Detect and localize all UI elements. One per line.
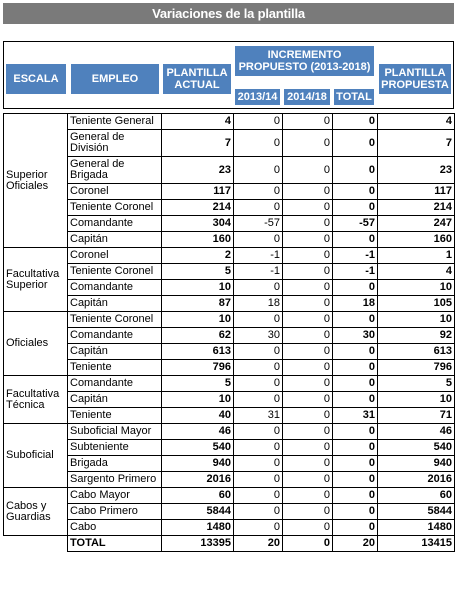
actual-cell: 5 xyxy=(162,376,234,392)
table-row xyxy=(4,280,455,296)
actual-cell: 5 xyxy=(162,264,234,280)
inc-2014-18-cell: 0 xyxy=(283,200,333,216)
inc-total-cell: 0 xyxy=(333,344,378,360)
propuesta-cell: 1 xyxy=(378,248,455,264)
actual-cell: 10 xyxy=(162,392,234,408)
header-2014-18: 2014/18 xyxy=(283,88,331,106)
propuesta-cell: 10 xyxy=(378,312,455,328)
inc-total-cell: 0 xyxy=(333,424,378,440)
inc-2014-18-cell: 0 xyxy=(283,232,333,248)
table-row xyxy=(4,376,455,392)
propuesta-cell: 214 xyxy=(378,200,455,216)
actual-cell: 87 xyxy=(162,296,234,312)
propuesta-cell: 5844 xyxy=(378,504,455,520)
inc-2014-18-cell: 0 xyxy=(283,157,333,184)
inc-2013-14-cell: 0 xyxy=(234,200,283,216)
inc-2013-14-cell: 0 xyxy=(234,280,283,296)
empleo-cell: Comandante xyxy=(68,328,162,344)
table-row xyxy=(4,296,455,312)
header-plantilla-actual: PLANTILLA ACTUAL xyxy=(162,63,232,95)
table-row xyxy=(4,232,455,248)
table-row xyxy=(4,472,455,488)
actual-cell: 2 xyxy=(162,248,234,264)
propuesta-cell: 7 xyxy=(378,130,455,157)
table-row xyxy=(4,114,455,130)
inc-total-cell: 0 xyxy=(333,504,378,520)
empleo-cell: Cabo xyxy=(68,520,162,536)
empleo-cell: Teniente xyxy=(68,360,162,376)
table-row xyxy=(4,520,455,536)
table-row xyxy=(4,424,455,440)
inc-total-cell: 30 xyxy=(333,328,378,344)
inc-2014-18-cell: 0 xyxy=(283,264,333,280)
inc-total-cell: 0 xyxy=(333,376,378,392)
inc-2014-18-cell: 0 xyxy=(283,216,333,232)
total-increment: 20 xyxy=(333,536,378,552)
empleo-cell: Capitán xyxy=(68,296,162,312)
inc-2014-18-cell: 0 xyxy=(283,296,333,312)
inc-2014-18-cell: 0 xyxy=(283,488,333,504)
inc-total-cell: 0 xyxy=(333,200,378,216)
inc-2014-18-cell: 0 xyxy=(283,130,333,157)
inc-total-cell: 0 xyxy=(333,488,378,504)
total-escala-blank xyxy=(4,536,68,552)
inc-2013-14-cell: 0 xyxy=(234,360,283,376)
inc-2013-14-cell: 0 xyxy=(234,114,283,130)
inc-2013-14-cell: 0 xyxy=(234,232,283,248)
propuesta-cell: 1480 xyxy=(378,520,455,536)
table-body xyxy=(4,114,455,552)
actual-cell: 117 xyxy=(162,184,234,200)
inc-total-cell: 0 xyxy=(333,456,378,472)
actual-cell: 10 xyxy=(162,280,234,296)
header-escala: ESCALA xyxy=(5,63,67,95)
actual-cell: 62 xyxy=(162,328,234,344)
inc-total-cell: 0 xyxy=(333,114,378,130)
inc-2014-18-cell: 0 xyxy=(283,280,333,296)
empleo-cell: Capitán xyxy=(68,232,162,248)
actual-cell: 7 xyxy=(162,130,234,157)
actual-cell: 60 xyxy=(162,488,234,504)
actual-cell: 160 xyxy=(162,232,234,248)
inc-2014-18-cell: 0 xyxy=(283,248,333,264)
inc-total-cell: -1 xyxy=(333,248,378,264)
inc-total-cell: 0 xyxy=(333,392,378,408)
plantilla-table-container xyxy=(3,3,454,599)
inc-2013-14-cell: 0 xyxy=(234,344,283,360)
inc-2013-14-cell: 18 xyxy=(234,296,283,312)
inc-2014-18-cell: 0 xyxy=(283,376,333,392)
propuesta-cell: 46 xyxy=(378,424,455,440)
table-row xyxy=(4,392,455,408)
empleo-cell: Teniente Coronel xyxy=(68,312,162,328)
total-2014-18: 0 xyxy=(283,536,333,552)
inc-2013-14-cell: 0 xyxy=(234,504,283,520)
table-row xyxy=(4,216,455,232)
escala-cell: Oficiales xyxy=(4,312,68,376)
actual-cell: 46 xyxy=(162,424,234,440)
propuesta-cell: 540 xyxy=(378,440,455,456)
inc-2013-14-cell: 0 xyxy=(234,392,283,408)
table-row xyxy=(4,344,455,360)
propuesta-cell: 4 xyxy=(378,264,455,280)
propuesta-cell: 613 xyxy=(378,344,455,360)
inc-total-cell: 0 xyxy=(333,440,378,456)
inc-2014-18-cell: 0 xyxy=(283,472,333,488)
header-empleo: EMPLEO xyxy=(70,63,160,95)
table-row xyxy=(4,264,455,280)
empleo-cell: Coronel xyxy=(68,184,162,200)
total-propuesta: 13415 xyxy=(378,536,455,552)
propuesta-cell: 160 xyxy=(378,232,455,248)
table-row xyxy=(4,488,455,504)
total-row xyxy=(4,536,455,552)
header-total: TOTAL xyxy=(333,88,375,106)
table-row xyxy=(4,312,455,328)
inc-2013-14-cell: -1 xyxy=(234,248,283,264)
empleo-cell: Subteniente xyxy=(68,440,162,456)
inc-2014-18-cell: 0 xyxy=(283,392,333,408)
propuesta-cell: 5 xyxy=(378,376,455,392)
actual-cell: 4 xyxy=(162,114,234,130)
empleo-cell: Comandante xyxy=(68,216,162,232)
table-title: Variaciones de la plantilla xyxy=(3,3,454,24)
inc-2013-14-cell: 31 xyxy=(234,408,283,424)
inc-2014-18-cell: 0 xyxy=(283,312,333,328)
inc-total-cell: -1 xyxy=(333,264,378,280)
inc-total-cell: 0 xyxy=(333,312,378,328)
inc-total-cell: -57 xyxy=(333,216,378,232)
inc-total-cell: 0 xyxy=(333,157,378,184)
empleo-cell: General de Brigada xyxy=(68,157,162,184)
actual-cell: 5844 xyxy=(162,504,234,520)
actual-cell: 10 xyxy=(162,312,234,328)
actual-cell: 940 xyxy=(162,456,234,472)
empleo-cell: General de División xyxy=(68,130,162,157)
propuesta-cell: 60 xyxy=(378,488,455,504)
inc-total-cell: 0 xyxy=(333,280,378,296)
inc-total-cell: 31 xyxy=(333,408,378,424)
inc-2013-14-cell: -57 xyxy=(234,216,283,232)
inc-2013-14-cell: 0 xyxy=(234,472,283,488)
actual-cell: 1480 xyxy=(162,520,234,536)
escala-cell: Cabos y Guardias xyxy=(4,488,68,536)
actual-cell: 613 xyxy=(162,344,234,360)
plantilla-table xyxy=(3,113,455,552)
propuesta-cell: 117 xyxy=(378,184,455,200)
inc-2013-14-cell: 0 xyxy=(234,376,283,392)
table-row xyxy=(4,130,455,157)
empleo-cell: Coronel xyxy=(68,248,162,264)
propuesta-cell: 10 xyxy=(378,392,455,408)
inc-total-cell: 0 xyxy=(333,360,378,376)
empleo-cell: Capitán xyxy=(68,344,162,360)
inc-2013-14-cell: 0 xyxy=(234,184,283,200)
escala-cell: Facultativa Técnica xyxy=(4,376,68,424)
table-row xyxy=(4,157,455,184)
actual-cell: 304 xyxy=(162,216,234,232)
table-row xyxy=(4,360,455,376)
empleo-cell: Teniente xyxy=(68,408,162,424)
inc-2013-14-cell: 0 xyxy=(234,520,283,536)
inc-2014-18-cell: 0 xyxy=(283,520,333,536)
header-incremento: INCREMENTO PROPUESTO (2013-2018) xyxy=(234,45,375,77)
inc-total-cell: 0 xyxy=(333,184,378,200)
table-row xyxy=(4,184,455,200)
inc-2014-18-cell: 0 xyxy=(283,440,333,456)
inc-2013-14-cell: 0 xyxy=(234,488,283,504)
propuesta-cell: 2016 xyxy=(378,472,455,488)
total-2013-14: 20 xyxy=(234,536,283,552)
propuesta-cell: 10 xyxy=(378,280,455,296)
escala-cell: Suboficial xyxy=(4,424,68,488)
total-actual: 13395 xyxy=(162,536,234,552)
empleo-cell: Cabo Mayor xyxy=(68,488,162,504)
inc-2014-18-cell: 0 xyxy=(283,360,333,376)
inc-2014-18-cell: 0 xyxy=(283,424,333,440)
actual-cell: 40 xyxy=(162,408,234,424)
inc-2014-18-cell: 0 xyxy=(283,504,333,520)
inc-2013-14-cell: 0 xyxy=(234,157,283,184)
empleo-cell: Suboficial Mayor xyxy=(68,424,162,440)
inc-2013-14-cell: 0 xyxy=(234,424,283,440)
propuesta-cell: 796 xyxy=(378,360,455,376)
inc-total-cell: 0 xyxy=(333,472,378,488)
escala-cell: Superior Oficiales xyxy=(4,114,68,248)
inc-total-cell: 18 xyxy=(333,296,378,312)
inc-2013-14-cell: 0 xyxy=(234,312,283,328)
propuesta-cell: 105 xyxy=(378,296,455,312)
empleo-cell: Comandante xyxy=(68,376,162,392)
propuesta-cell: 23 xyxy=(378,157,455,184)
empleo-cell: Comandante xyxy=(68,280,162,296)
total-label: TOTAL xyxy=(68,536,162,552)
inc-total-cell: 0 xyxy=(333,520,378,536)
table-row xyxy=(4,408,455,424)
inc-2013-14-cell: 30 xyxy=(234,328,283,344)
inc-2013-14-cell: 0 xyxy=(234,440,283,456)
inc-total-cell: 0 xyxy=(333,130,378,157)
table-row xyxy=(4,328,455,344)
inc-2014-18-cell: 0 xyxy=(283,408,333,424)
propuesta-cell: 71 xyxy=(378,408,455,424)
propuesta-cell: 940 xyxy=(378,456,455,472)
actual-cell: 23 xyxy=(162,157,234,184)
table-row xyxy=(4,200,455,216)
table-row xyxy=(4,248,455,264)
inc-2013-14-cell: 0 xyxy=(234,456,283,472)
actual-cell: 796 xyxy=(162,360,234,376)
propuesta-cell: 92 xyxy=(378,328,455,344)
inc-2014-18-cell: 0 xyxy=(283,184,333,200)
empleo-cell: Sargento Primero xyxy=(68,472,162,488)
propuesta-cell: 247 xyxy=(378,216,455,232)
empleo-cell: Capitán xyxy=(68,392,162,408)
table-row xyxy=(4,440,455,456)
actual-cell: 214 xyxy=(162,200,234,216)
header-2013-14: 2013/14 xyxy=(234,88,281,106)
empleo-cell: Teniente General xyxy=(68,114,162,130)
empleo-cell: Teniente Coronel xyxy=(68,200,162,216)
inc-2014-18-cell: 0 xyxy=(283,328,333,344)
empleo-cell: Cabo Primero xyxy=(68,504,162,520)
actual-cell: 2016 xyxy=(162,472,234,488)
inc-2013-14-cell: 0 xyxy=(234,130,283,157)
actual-cell: 540 xyxy=(162,440,234,456)
inc-2014-18-cell: 0 xyxy=(283,456,333,472)
table-row xyxy=(4,456,455,472)
propuesta-cell: 4 xyxy=(378,114,455,130)
inc-2014-18-cell: 0 xyxy=(283,344,333,360)
header-plantilla-propuesta: PLANTILLA PROPUESTA xyxy=(378,63,452,95)
escala-cell: Facultativa Superior xyxy=(4,248,68,312)
table-row xyxy=(4,504,455,520)
inc-total-cell: 0 xyxy=(333,232,378,248)
inc-2014-18-cell: 0 xyxy=(283,114,333,130)
empleo-cell: Teniente Coronel xyxy=(68,264,162,280)
empleo-cell: Brigada xyxy=(68,456,162,472)
inc-2013-14-cell: -1 xyxy=(234,264,283,280)
